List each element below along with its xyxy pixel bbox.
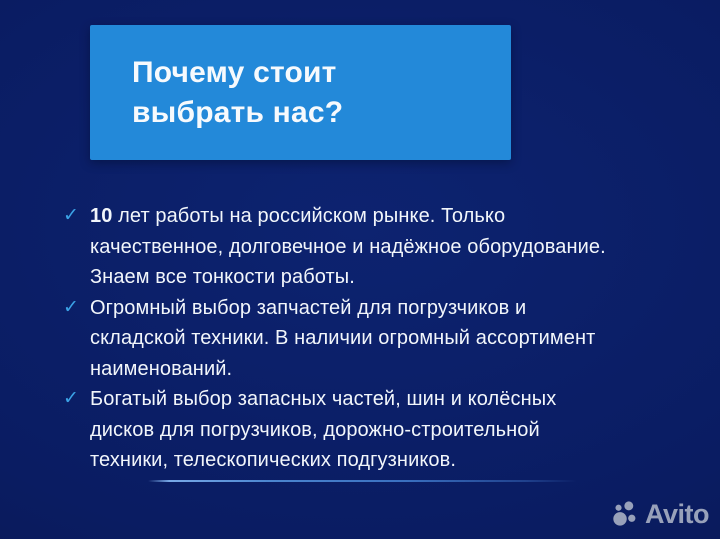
bullet-line: Огромный выбор запчастей для погрузчиков и bbox=[90, 296, 527, 319]
list-item bbox=[63, 384, 673, 476]
bullet-line: Богатый выбор запасных частей, шин и колёсных bbox=[90, 388, 557, 410]
list-item bbox=[63, 201, 673, 293]
bullet-line: складской техники. В наличии огромный ассортимент bbox=[90, 327, 596, 349]
bullet-bold-lead: 10 bbox=[90, 205, 113, 227]
page-title-line-1: Почему стоит bbox=[132, 55, 337, 89]
title-box bbox=[90, 25, 511, 160]
bullet-line: качественное, долговечное и надёжное оборудование. bbox=[90, 235, 606, 258]
bullet-line: Знаем все тонкости работы. bbox=[90, 266, 355, 288]
avito-logo bbox=[612, 500, 709, 528]
list-item bbox=[63, 293, 673, 385]
divider-line bbox=[148, 480, 577, 482]
benefits-list bbox=[63, 201, 673, 476]
bullet-line-text: лет работы на российском рынке. Только bbox=[112, 205, 506, 227]
check-icon: ✓ bbox=[63, 388, 79, 409]
bullet-text bbox=[90, 293, 673, 385]
bullet-text bbox=[90, 384, 673, 476]
bullet-line: наименований. bbox=[90, 357, 233, 380]
bullet-line bbox=[90, 201, 673, 232]
bullet-line: дисков для погрузчиков, дорожно-строительной bbox=[90, 418, 540, 441]
avito-dots-icon bbox=[612, 500, 640, 528]
page-title-line-2: выбрать нас? bbox=[132, 95, 344, 129]
check-icon: ✓ bbox=[63, 296, 79, 318]
check-icon: ✓ bbox=[63, 205, 79, 226]
bullet-line: техники, телескопических подгузников. bbox=[90, 449, 457, 471]
avito-wordmark: Avito bbox=[645, 498, 709, 529]
bullet-text bbox=[90, 201, 673, 293]
